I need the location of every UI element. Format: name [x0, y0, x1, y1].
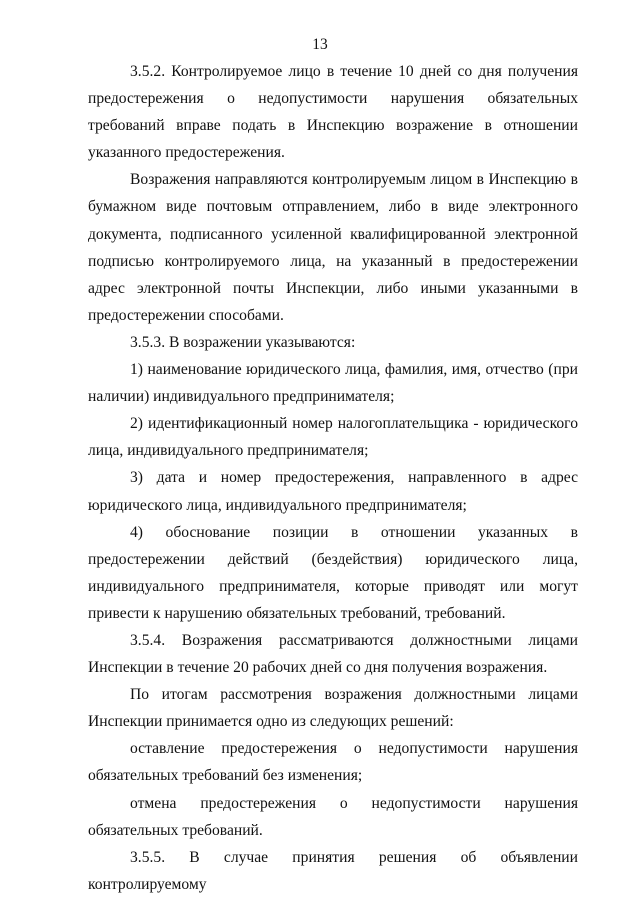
page-number: 13: [312, 36, 328, 53]
list-item-3: 3) дата и номер предостережения, направленного в адрес юридического лица, индивидуального предпринимателя;: [88, 469, 578, 514]
paragraph-decision-intro: По итогам рассмотрения возражения должностными лицами Инспекции принимается одно из следующих решений:: [88, 686, 578, 731]
list-item-1: 1) наименование юридического лица, фамилия, имя, отчество (при наличии) индивидуального предпринимателя;: [88, 361, 578, 406]
list-item-2: 2) идентификационный номер налогоплательщика - юридического лица, индивидуального предпринимателя;: [88, 415, 578, 460]
paragraph-objection-submission: Возражения направляются контролируемым лицом в Инспекцию в бумажном виде почтовым отправлением, либо в виде электронного документа, подписанного усиленной квалифицированной электронной подписью контролируемого лица, на указанный в предостережении адрес электронной почты Инспекции, либо иными указанными в предостережении способами.: [88, 171, 578, 324]
paragraph-3-5-5: 3.5.5. В случае принятия решения об объявлении контролируемому: [88, 848, 578, 893]
decision-option-cancel: отмена предостережения о недопустимости нарушения обязательных требований.: [88, 794, 578, 839]
paragraph-3-5-2: 3.5.2. Контролируемое лицо в течение 10 дней со дня получения предостережения о недопустимости нарушения обязательных требований вправе подать в Инспекцию возражение в отношении указанного предостережения.: [88, 63, 578, 162]
paragraph-3-5-3: 3.5.3. В возражении указываются:: [130, 333, 356, 351]
decision-option-keep: оставление предостережения о недопустимости нарушения обязательных требований без изменения;: [88, 740, 578, 785]
document-body: [88, 58, 578, 898]
paragraph-3-5-4: 3.5.4. Возражения рассматриваются должностными лицами Инспекции в течение 20 рабочих дней со дня получения возражения.: [88, 631, 578, 677]
list-item-4: 4) обоснование позиции в отношении указанных в предостережении действий (бездействия) юридического лица, индивидуального предпринимателя, которые приводят или могут привести к нарушению обязательных требований, требований.: [88, 523, 578, 622]
